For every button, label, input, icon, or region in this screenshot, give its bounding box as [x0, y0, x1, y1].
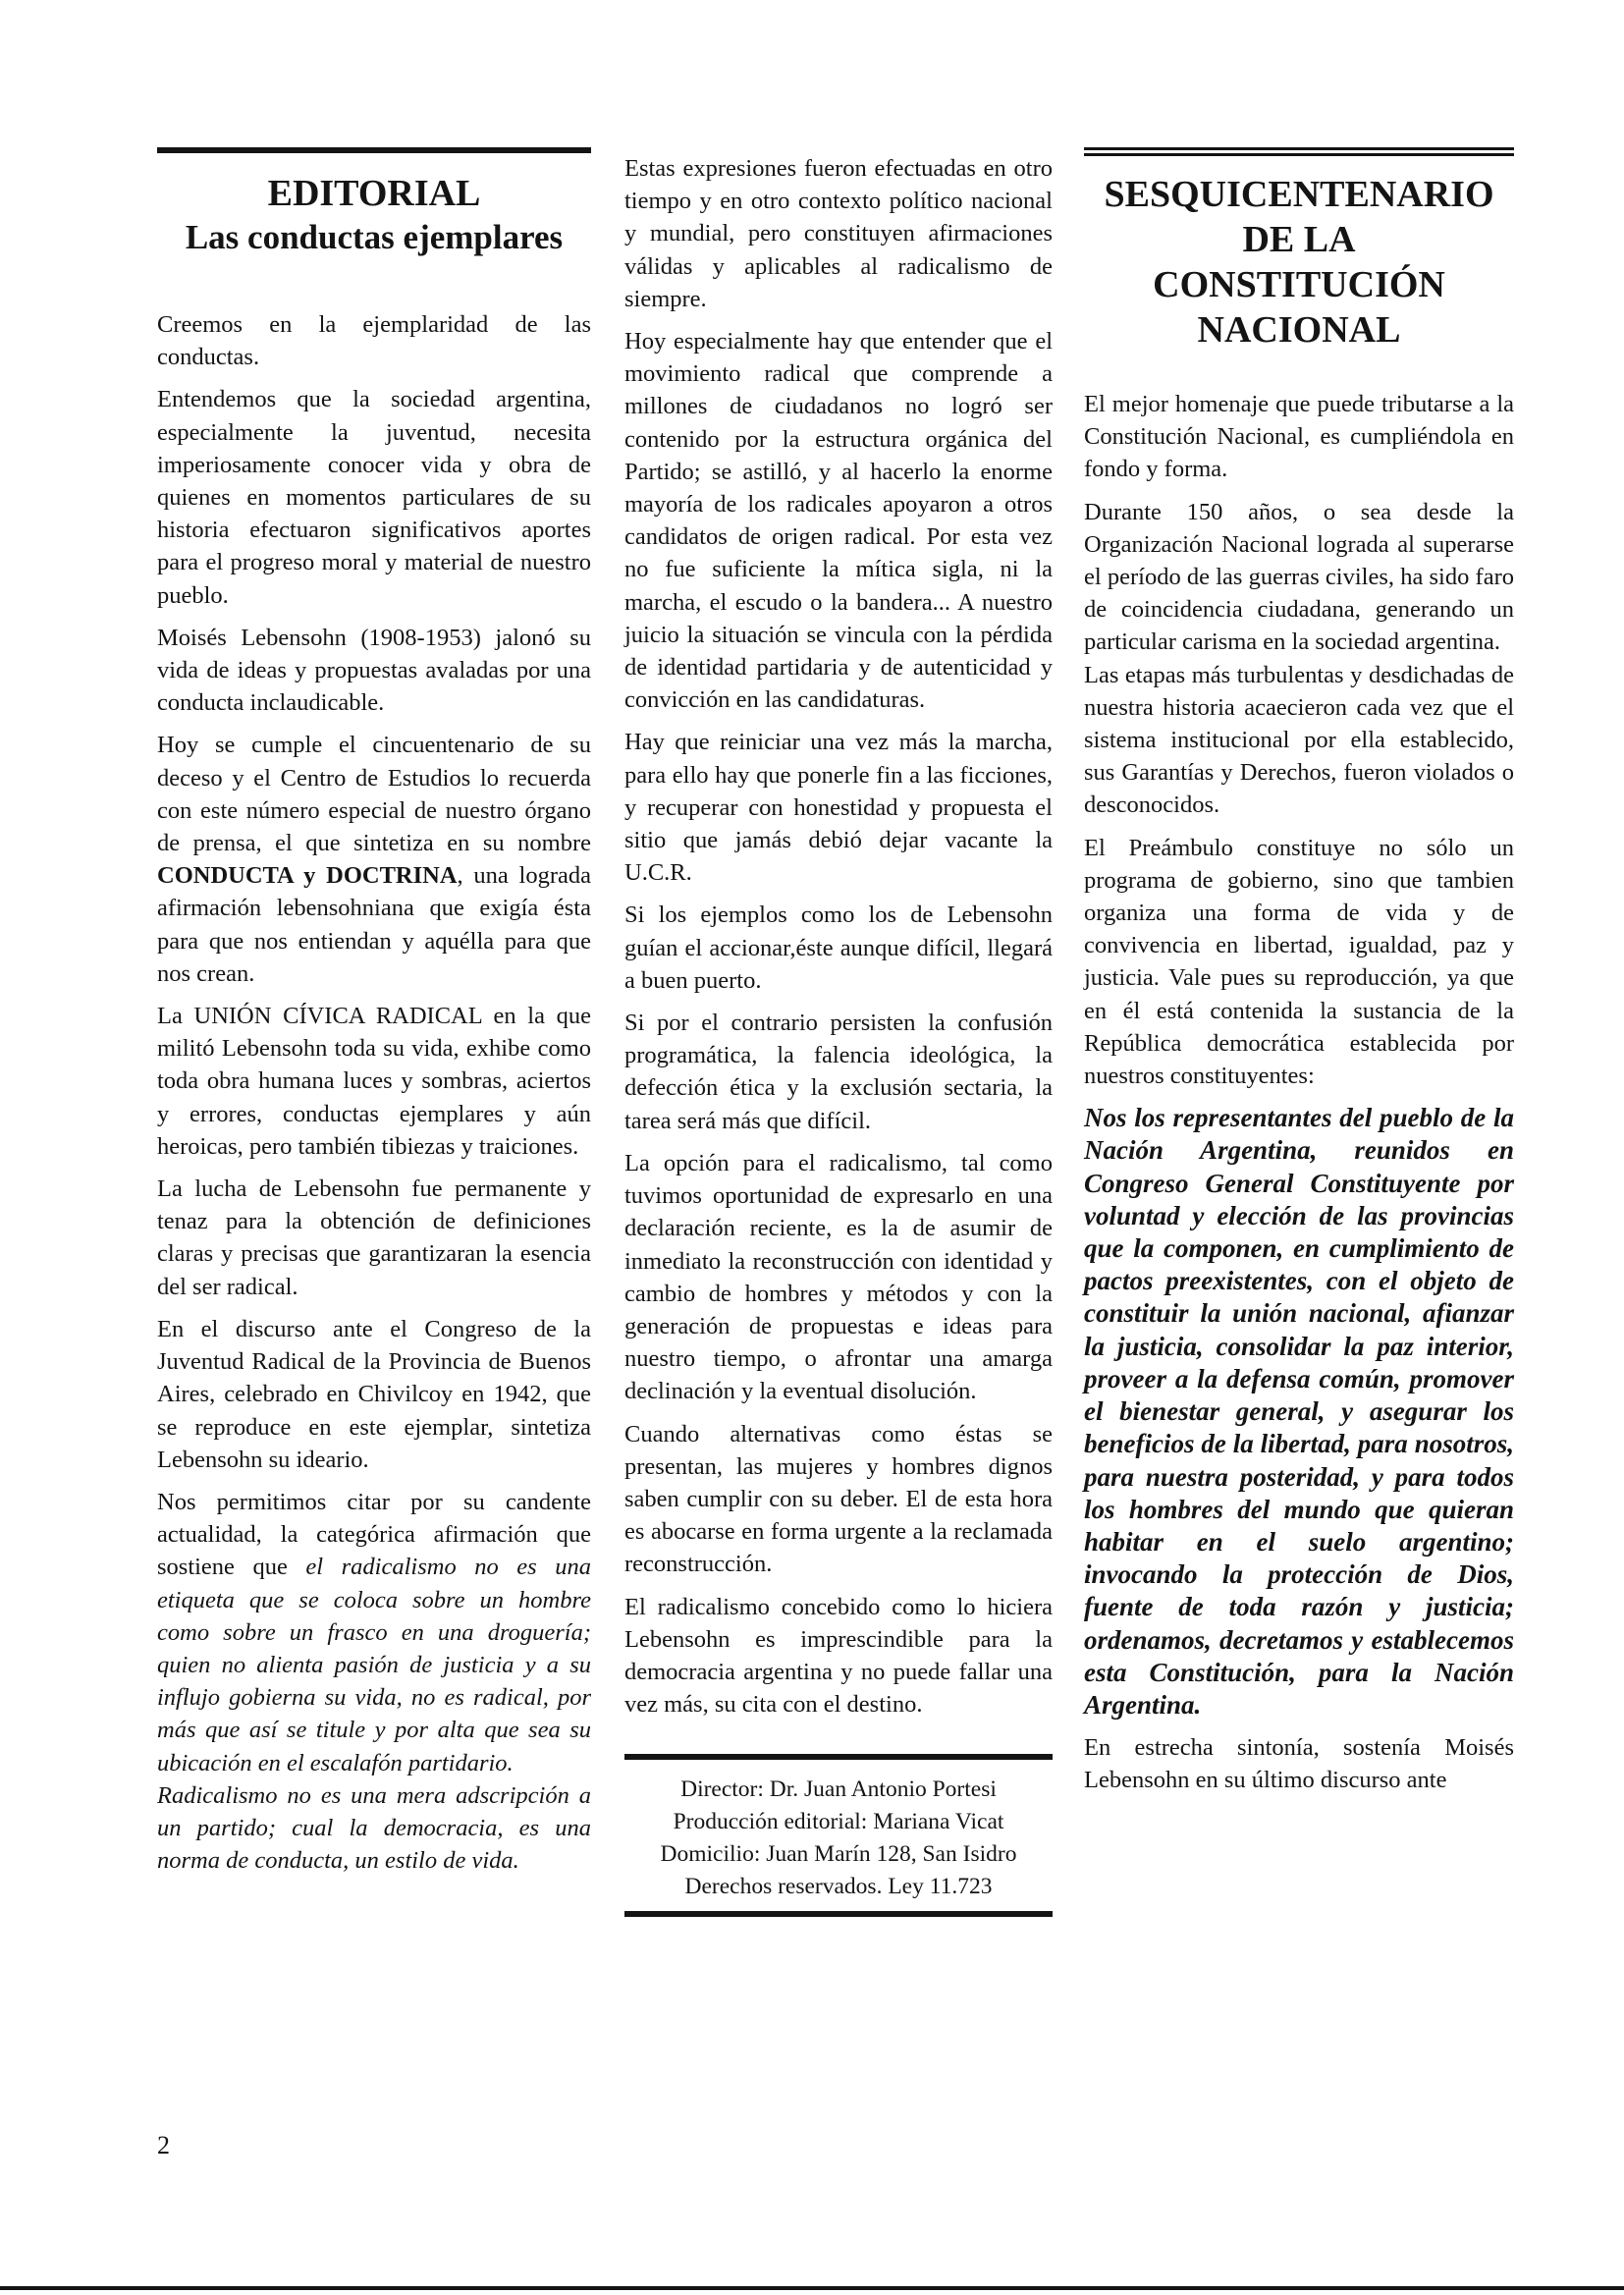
credits-produccion: Producción editorial: Mariana Vicat [673, 1809, 1004, 1835]
editorial-paragraph-9: Radicalismo no es una mera adscripción a un partido; cual la democracia, es una norma de conducta, un estilo de vida. [157, 1781, 591, 1875]
credits-director: Director: Dr. Juan Antonio Portesi [680, 1776, 997, 1803]
middle-paragraph-5: Si por el contrario persisten la confusión programática, la falencia ideológica, la defección ética y la exclusión sectaria, la tarea será más que difícil. [624, 1010, 1053, 1134]
middle-column [624, 152, 1053, 1917]
sesq-title-line-4: NACIONAL [1197, 309, 1401, 351]
editorial-paragraph-5: La UNIÓN CÍVICA RADICAL en la que militó Lebensohn toda su vida, exhibe como toda obra humana luces y sombras, aciertos y errores, conductas ejemplares y aún heroicas, pero también tibiezas y traiciones. [157, 1003, 591, 1160]
editorial-paragraph-2: Entendemos que la sociedad argentina, especialmente la juventud, necesita imperiosamente conocer vida y obra de quienes en momentos particulares de su historia efectuaron significativos aportes para el progreso moral y material de nuestro pueblo. [157, 386, 591, 609]
sesq-paragraph-4: El Preámbulo constituye no sólo un programa de gobierno, sino que tambien organiza una forma de vida y de convivencia en libertad, igualdad, paz y justicia. Vale pues su reproducción, ya que en él está contenida la sustancia de la República democrática establecida por nuestros constituyentes: [1084, 834, 1514, 1090]
bottom-edge-rule [0, 2286, 1624, 2290]
editorial-paragraph-7: En el discurso ante el Congreso de la Juventud Radical de la Provincia de Buenos Aires, celebrado en Chivilcoy en 1942, que se reproduce en este ejemplar, sintetiza Lebensohn su ideario. [157, 1315, 591, 1473]
conducta-doctrina-bold: CONDUCTA y DOCTRINA [157, 862, 458, 890]
sesq-title-line-3: CONSTITUCIÓN [1153, 264, 1445, 305]
editorial-paragraph-3: Moisés Lebensohn (1908-1953) jalonó su vida de ideas y propuestas avaladas por una conducta inclaudicable. [157, 624, 591, 717]
credits-box [624, 1754, 1053, 1917]
middle-paragraph-2: Hoy especialmente hay que entender que el movimiento radical que comprende a millones de ciudadanos no logró ser contenido por la estructura orgánica del Partido; se astilló, y al hacerlo la enorme mayoría de los radicales apoyaron a otros candidatos de origen radical. Por esta vez no fue suficiente la mítica sigla, ni la marcha, el escudo o la bandera... A nuestro juicio la situación se vincula con la pérdida de identidad partidaria y de autenticidad y convicción en las candidaturas. [624, 328, 1053, 714]
editorial-top-rule [157, 147, 591, 153]
editorial-column [157, 147, 591, 1886]
credits-derechos: Derechos reservados. Ley 11.723 [684, 1874, 993, 1900]
sesq-title-line-2: DE LA [1242, 219, 1356, 260]
editorial-paragraph-4 [157, 729, 591, 990]
editorial-title: EDITORIAL [267, 173, 481, 214]
page-number: 2 [157, 2131, 170, 2159]
editorial-paragraph-6: La lucha de Lebensohn fue permanente y tenaz para la obtención de definiciones claras y precisas que garantizaran la esencia del ser radical. [157, 1175, 591, 1300]
sesq-paragraph-5: En estrecha sintonía, sostenía Moisés Lebensohn en su último discurso ante [1084, 1734, 1514, 1794]
middle-paragraph-3: Hay que reiniciar una vez más la marcha, para ello hay que ponerle fin a las ficciones, y recuperar con honestidad y propuesta el sitio que jamás debió dejar vacante la U.C.R. [624, 729, 1053, 887]
credits-domicilio: Domicilio: Juan Marín 128, San Isidro [660, 1841, 1017, 1868]
middle-paragraph-7: Cuando alternativas como éstas se presentan, las mujeres y hombres dignos saben cumplir con su deber. El de esta hora es abocarse en forma urgente a la reclamada reconstrucción. [624, 1420, 1053, 1578]
sesq-paragraph-1: El mejor homenaje que puede tributarse a la Constitución Nacional, es cumpliéndola en fondo y forma. [1084, 391, 1514, 483]
editorial-paragraph-4-start: Hoy se cumple el cincuentenario de su deceso y el Centro de Estudios lo recuerda con este número especial de nuestro órgano de prensa, el que sintetiza en su nombre [157, 732, 591, 857]
editorial-paragraph-1: Creemos en la ejemplaridad de las conductas. [157, 311, 591, 371]
middle-paragraph-8: El radicalismo concebido como lo hiciera Lebensohn es imprescindible para la democracia argentina y no puede fallar una vez más, su cita con el destino. [624, 1593, 1053, 1719]
sesq-paragraph-3: Las etapas más turbulentas y desdichadas de nuestra historia acaecieron cada vez que el sistema institucional por ella establecido, sus Garantías y Derechos, fueron violados o desconocidos. [1084, 661, 1514, 819]
sesq-title-line-1: SESQUICENTENARIO [1104, 174, 1494, 215]
middle-paragraph-4: Si los ejemplos como los de Lebensohn guían el accionar,éste aunque difícil, llegará a buen puerto. [624, 902, 1053, 994]
sesquicentenario-top-rule [1084, 147, 1514, 156]
sesquicentenario-column [1084, 147, 1514, 1807]
preamble-quote: Nos los representantes del pueblo de la Nación Argentina, reunidos en Congreso General Constituyente por voluntad y elección de las provincias que la componen, en cumplimiento de pactos preexistentes, con el objeto de constituir la unión nacional, afianzar la justicia, consolidar la paz interior, proveer a la defensa común, promover el bienestar general, y asegurar los beneficios de la libertad, para nosotros, para nuestra posteridad, y para todos los hombres del mundo que quieran habitar en el suelo argentino; invocando la protección de Dios, fuente de toda razón y justicia; ordenamos, decretamos y establecemos esta Constitución, para la Nación Argentina. [1084, 1103, 1514, 1720]
middle-paragraph-6: La opción para el radicalismo, tal como tuvimos oportunidad de expresarlo en una declaración reciente, es la de asumir de inmediato la reconstrucción con identidad y cambio de hombres y métodos y con la generación de propuestas e ideas para nuestro tiempo, o afrontar una amarga declinación y la eventual disolución. [624, 1149, 1053, 1405]
editorial-paragraph-8 [157, 1486, 591, 1779]
sesq-paragraph-2: Durante 150 años, o sea desde la Organización Nacional lograda al superarse el período de las guerras civiles, ha sido faro de coincidencia ciudadana, generando un particular carisma en la sociedad argentina. [1084, 498, 1514, 656]
sesquicentenario-title [1084, 172, 1514, 353]
editorial-paragraph-4-end: , una lograda afirmación lebensohniana que exigía ésta para que nos entiendan y aquélla para que nos crean. [157, 862, 591, 987]
middle-paragraph-1: Estas expresiones fueron efectuadas en otro tiempo y en otro contexto político nacional y mundial, pero constituyen afirmaciones válidas y aplicables al radicalismo de siempre. [624, 155, 1053, 312]
lebensohn-quote-italic: el radicalismo no es una etiqueta que se coloca sobre un hombre como sobre un frasco en una droguería; quien no alienta pasión de justicia y a su influjo gobierna su vida, no es radical, por más que así se titule y por alta que sea su ubicación en el escalafón partidario. [157, 1554, 591, 1776]
editorial-paragraph-8-start: Nos permitimos citar por su candente actualidad, la categórica afirmación que sostiene que [157, 1488, 591, 1581]
editorial-subtitle: Las conductas ejemplares [185, 218, 564, 256]
